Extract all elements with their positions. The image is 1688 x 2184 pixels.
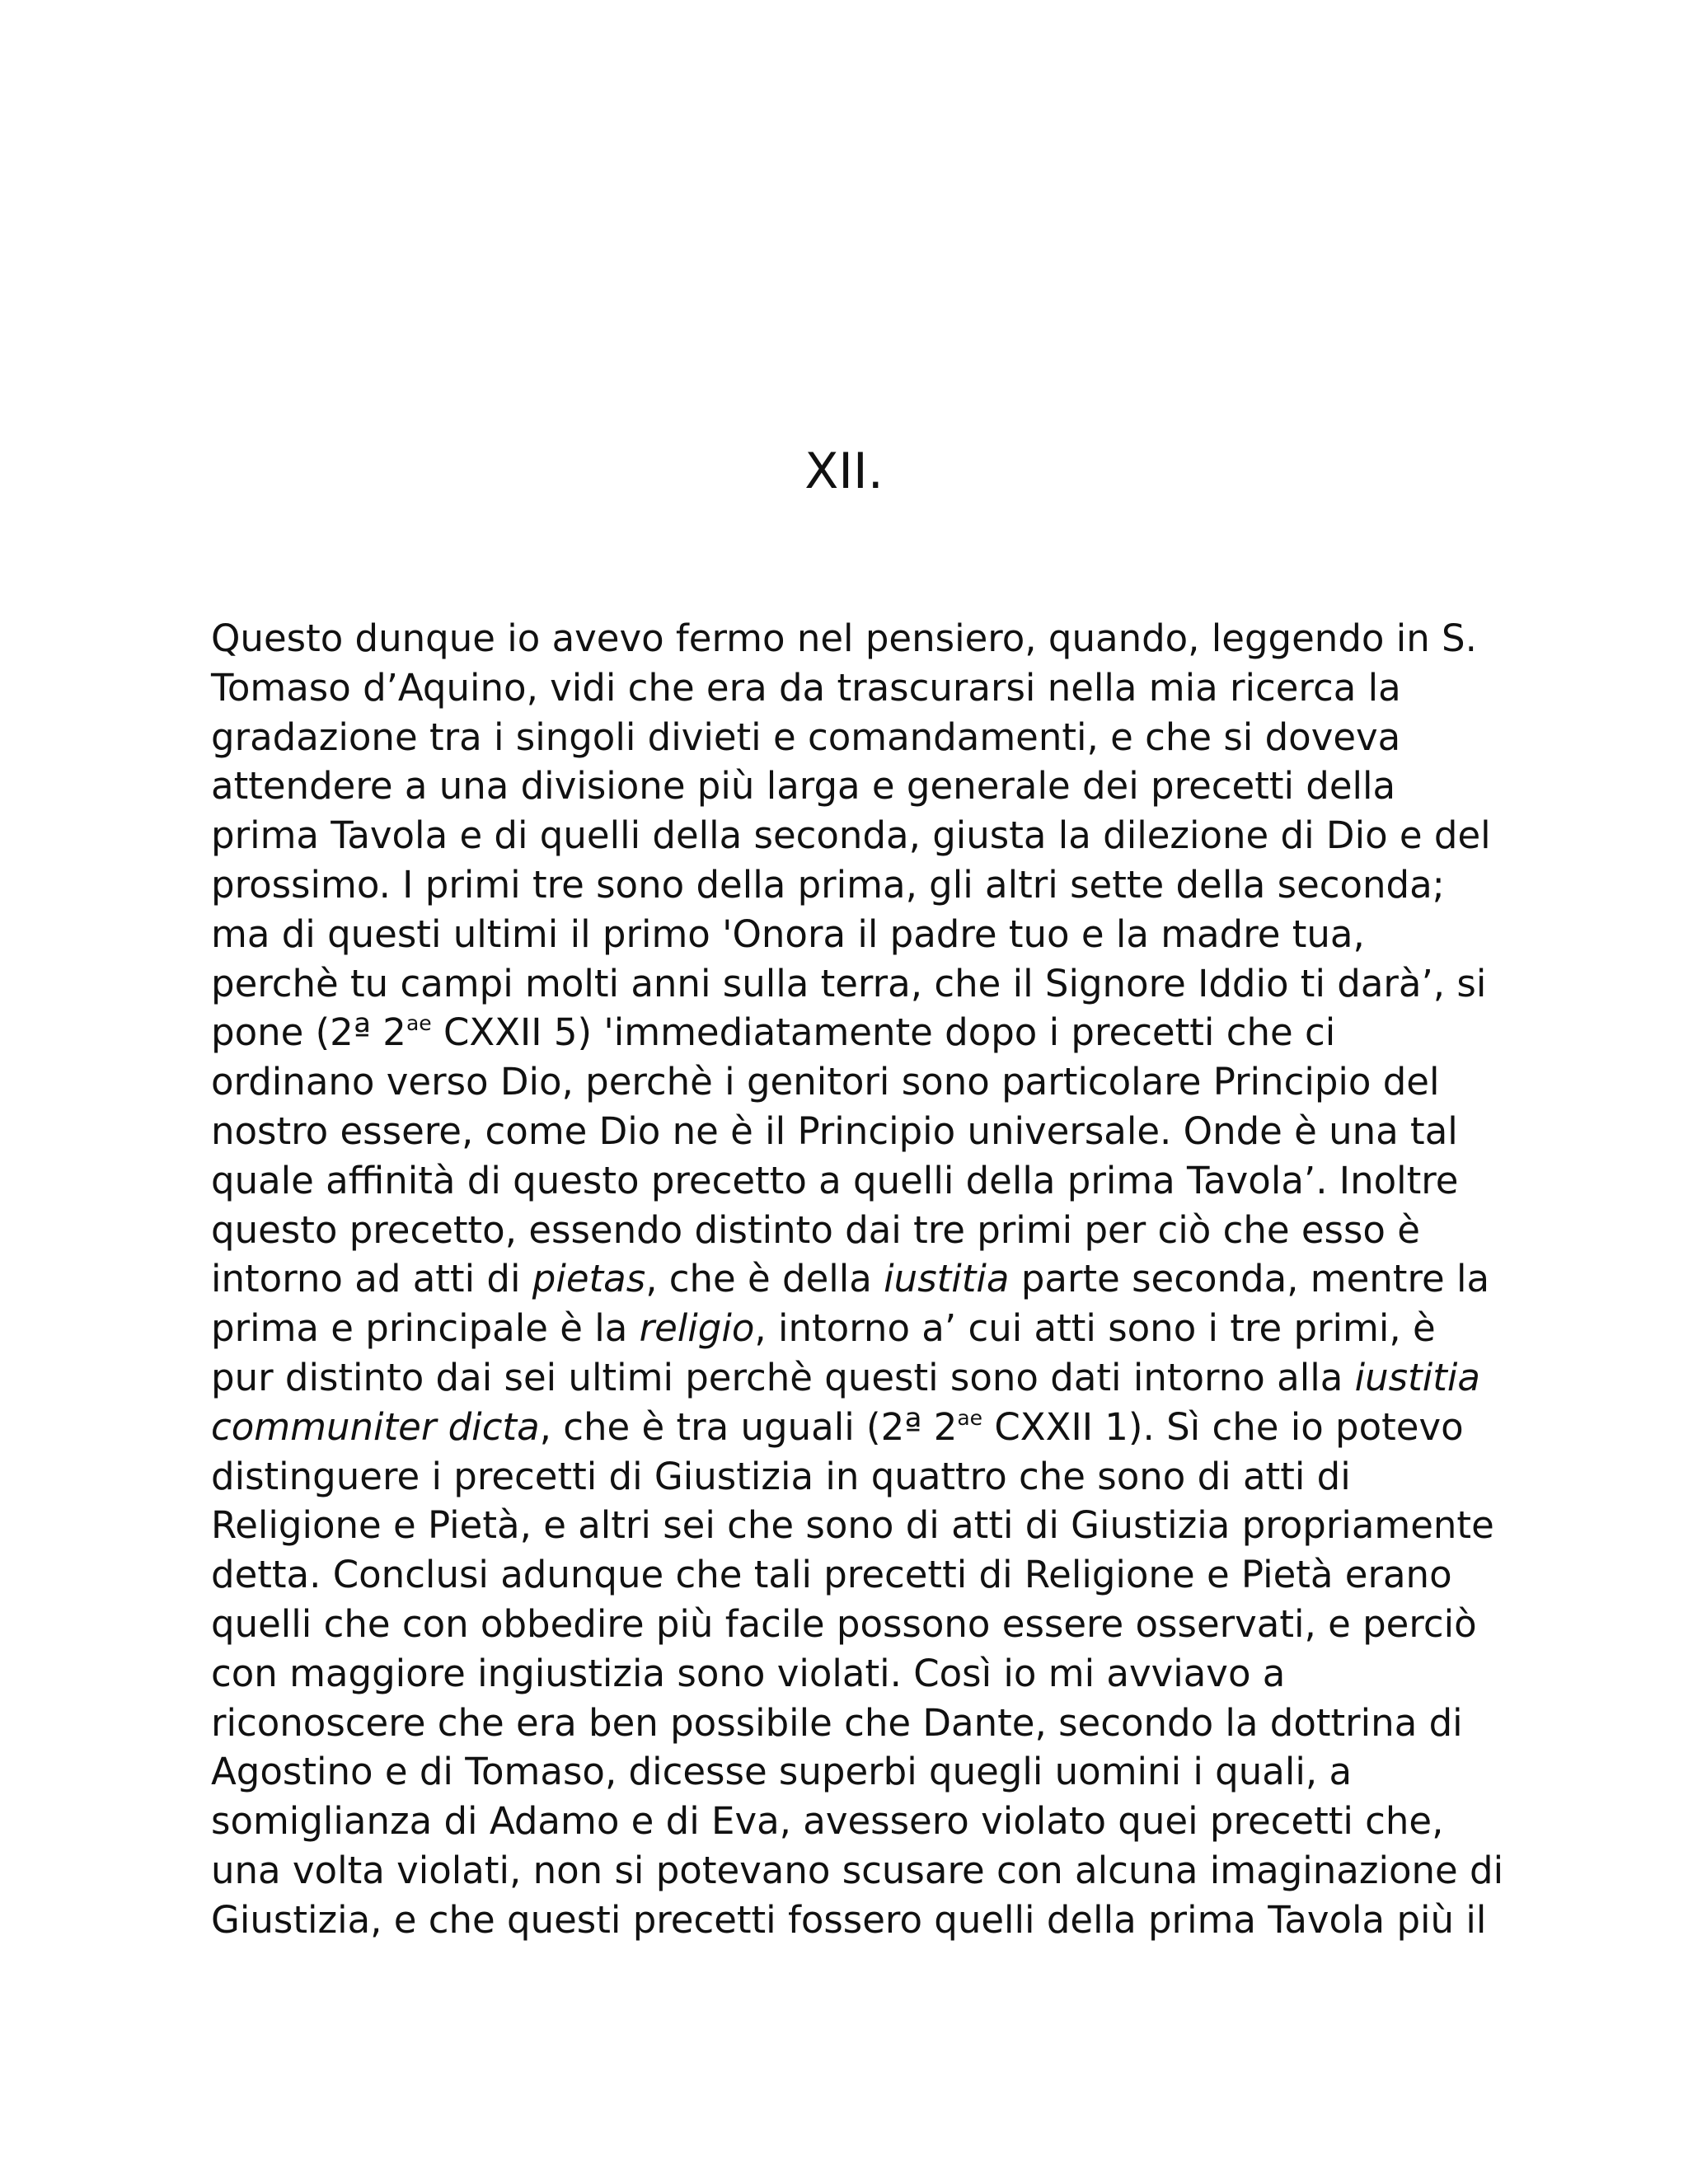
text-line xyxy=(211,1797,1497,1846)
text-run: prima e principale è la xyxy=(211,1306,640,1351)
text-run: Religione e Pietà, e altri sei che sono di atti di Giustizia propriamente xyxy=(211,1503,1494,1548)
text-line xyxy=(211,811,1497,860)
text-line xyxy=(211,1699,1497,1748)
text-line xyxy=(211,860,1497,910)
chapter-heading: XII. xyxy=(804,443,884,500)
text-line xyxy=(211,1304,1497,1353)
text-run: quale affinità di questo precetto a quelli della prima Tavola’. Inoltre xyxy=(211,1158,1459,1202)
text-run: CXXII 1). Sì che io potevo xyxy=(982,1404,1464,1449)
text-line xyxy=(211,1452,1497,1502)
text-run: detta. Conclusi adunque che tali precetti di Religione e Pietà erano xyxy=(211,1553,1452,1597)
text-line xyxy=(211,1550,1497,1600)
italic-term: iustitia xyxy=(1354,1355,1480,1399)
text-line xyxy=(211,663,1497,713)
text-run: pur distinto dai sei ultimi perchè questi sono dati intorno alla xyxy=(211,1355,1355,1399)
text-line xyxy=(211,1254,1497,1304)
text-run: Giustizia, e che questi precetti fossero quelli della prima Tavola più il xyxy=(211,1897,1487,1942)
text-run: perchè tu campi molti anni sulla terra, che il Signore Iddio ti darà’, si xyxy=(211,961,1487,1005)
text-line xyxy=(211,1057,1497,1107)
text-line xyxy=(211,762,1497,811)
text-run: distinguere i precetti di Giustizia in quattro che sono di atti di xyxy=(211,1454,1351,1498)
text-run: gradazione tra i singoli divieti e comandamenti, e che si doveva xyxy=(211,715,1401,759)
text-line xyxy=(211,1896,1497,1945)
text-run: una volta violati, non si potevano scusare con alcuna imaginazione di xyxy=(211,1848,1504,1892)
text-run: nostro essere, come Dio ne è il Principio universale. Onde è una tal xyxy=(211,1108,1458,1153)
text-line xyxy=(211,1600,1497,1649)
text-run: CXXII 5) 'immediatamente dopo i precetti che ci xyxy=(431,1010,1336,1055)
text-line xyxy=(211,1107,1497,1156)
superscript: ae xyxy=(957,1405,983,1430)
text-run: ordinano verso Dio, perchè i genitori sono particolare Principio del xyxy=(211,1060,1440,1104)
text-run: quelli che con obbedire più facile possono essere osservati, e perciò xyxy=(211,1601,1477,1646)
italic-term: religio xyxy=(639,1306,755,1351)
text-line xyxy=(211,1403,1497,1452)
text-run: prima Tavola e di quelli della seconda, giusta la dilezione di Dio e del xyxy=(211,813,1491,858)
text-line xyxy=(211,959,1497,1009)
text-run: Questo dunque io avevo fermo nel pensiero, quando, leggendo in S. xyxy=(211,616,1477,660)
text-line xyxy=(211,1206,1497,1255)
text-run: , che è della xyxy=(645,1257,884,1301)
text-run: somiglianza di Adamo e di Eva, avessero violato quei precetti che, xyxy=(211,1799,1444,1844)
text-run: prossimo. I primi tre sono della prima, gli altri sette della seconda; xyxy=(211,862,1445,907)
text-line xyxy=(211,910,1497,959)
text-run: , intorno a’ cui atti sono i tre primi, è xyxy=(754,1306,1436,1351)
italic-term: pietas xyxy=(532,1257,646,1301)
text-run: intorno ad atti di xyxy=(211,1257,532,1301)
text-run: Agostino e di Tomaso, dicesse superbi quegli uomini i quali, a xyxy=(211,1750,1353,1794)
text-run: questo precetto, essendo distinto dai tre primi per ciò che esso è xyxy=(211,1207,1420,1252)
text-run: ma di questi ultimi il primo 'Onora il padre tuo e la madre tua, xyxy=(211,912,1365,956)
text-run: riconoscere che era ben possibile che Dante, secondo la dottrina di xyxy=(211,1700,1463,1745)
text-run: , che è tra uguali (2ª 2 xyxy=(539,1404,958,1449)
text-line xyxy=(211,1008,1497,1057)
text-line xyxy=(211,614,1497,663)
text-line xyxy=(211,1156,1497,1206)
body-paragraph xyxy=(211,614,1504,1945)
text-line xyxy=(211,1846,1504,1896)
text-run: attendere a una divisione più larga e generale dei precetti della xyxy=(211,764,1396,808)
text-run: parte seconda, mentre la xyxy=(1009,1257,1490,1301)
text-line xyxy=(211,1501,1497,1550)
text-run: con maggiore ingiustizia sono violati. Così io mi avviavo a xyxy=(211,1651,1286,1695)
text-run: pone (2ª 2 xyxy=(211,1010,406,1055)
text-line xyxy=(211,1747,1497,1797)
superscript: ae xyxy=(406,1011,432,1036)
text-line xyxy=(211,1649,1497,1699)
italic-term: communiter dicta xyxy=(211,1404,540,1449)
text-run: Tomaso d’Aquino, vidi che era da trascurarsi nella mia ricerca la xyxy=(211,665,1401,710)
text-line xyxy=(211,713,1497,762)
italic-term: iustitia xyxy=(884,1257,1010,1301)
text-line xyxy=(211,1353,1497,1403)
